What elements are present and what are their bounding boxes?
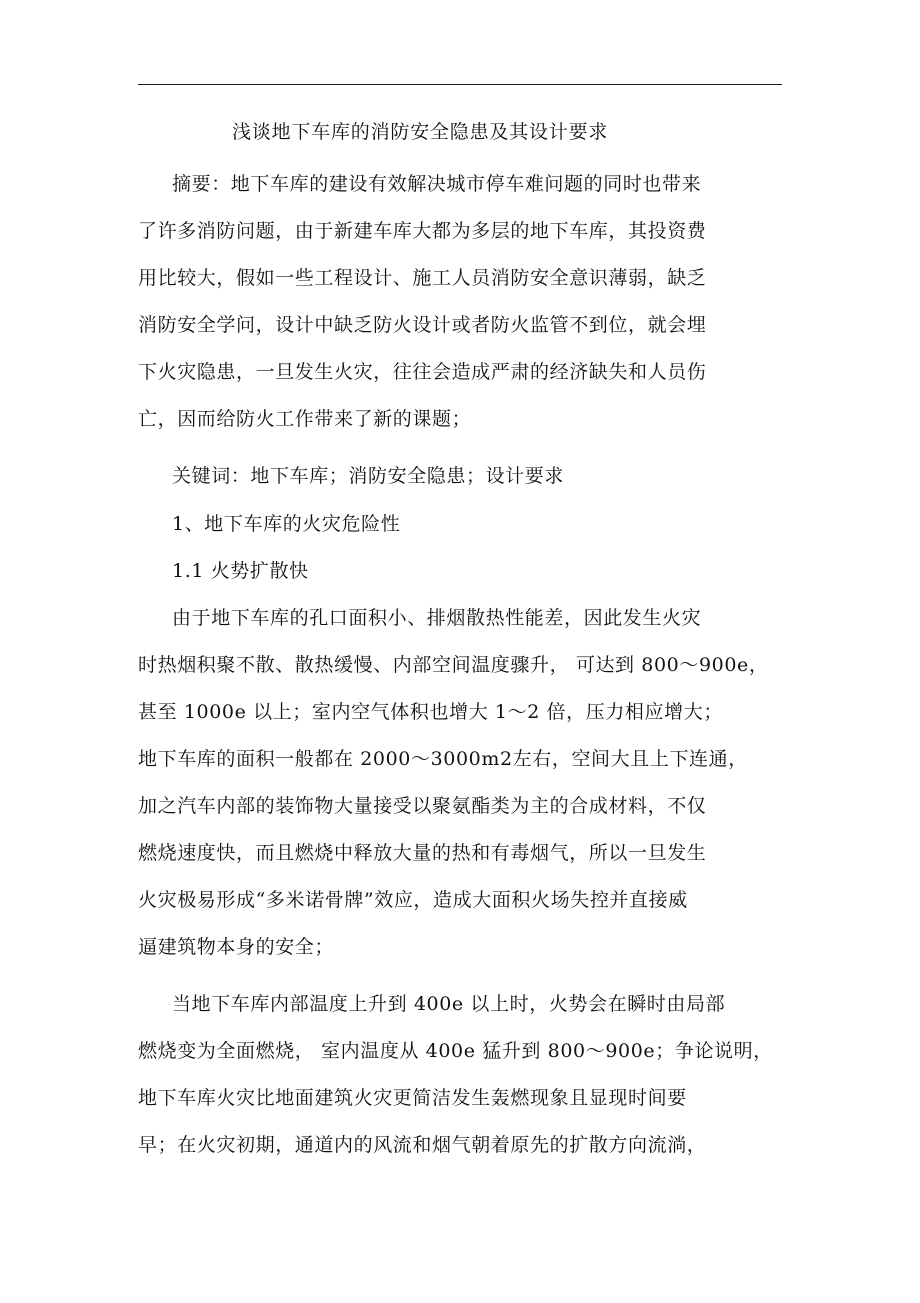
paragraph-line: 逼建筑物本身的安全； bbox=[138, 936, 335, 958]
paragraph-line: 甚至 1000e 以上；室内空气体积也增大 1～2 倍，压力相应增大； bbox=[138, 701, 723, 723]
paragraph-line: 火灾极易形成“多米诺骨牌”效应，造成大面积火场失控并直接威 bbox=[138, 889, 688, 911]
paragraph-line: 加之汽车内部的装饰物大量接受以聚氨酯类为主的合成材料，不仅 bbox=[138, 795, 707, 817]
paragraph-line: 当地下车库内部温度上升到 400e 以上时，火势会在瞬时由局部 bbox=[172, 993, 726, 1015]
abstract-line: 用比较大，假如一些工程设计、施工人员消防安全意识薄弱，缺乏 bbox=[138, 267, 707, 289]
paragraph-line: 由于地下车库的孔口面积小、排烟散热性能差，因此发生火灾 bbox=[172, 607, 702, 629]
paragraph-line: 地下车库火灾比地面建筑火灾更简洁发生轰燃现象且显现时间要 bbox=[138, 1087, 687, 1109]
abstract-line: 消防安全学问，设计中缺乏防火设计或者防火监管不到位，就会埋 bbox=[138, 314, 707, 336]
section-heading: 1、地下车库的火灾危险性 bbox=[172, 513, 401, 535]
page-title: 浅谈地下车库的消防安全隐患及其设计要求 bbox=[232, 121, 609, 143]
paragraph-line: 燃烧变为全面燃烧， 室内温度从 400e 猛升到 800～900e；争论说明， bbox=[138, 1040, 773, 1062]
keywords-line: 关键词：地下车库；消防安全隐患；设计要求 bbox=[172, 465, 565, 487]
abstract-line: 亡，因而给防火工作带来了新的课题； bbox=[138, 408, 472, 430]
abstract-line: 了许多消防问题，由于新建车库大都为多层的地下车库，其投资费 bbox=[138, 220, 707, 242]
paragraph-line: 地下车库的面积一般都在 2000～3000m2左右，空间大且上下连通， bbox=[138, 748, 748, 770]
subsection-heading: 1.1 火势扩散快 bbox=[172, 560, 309, 582]
header-rule bbox=[138, 84, 782, 85]
paragraph-line: 时热烟积聚不散、散热缓慢、内部空间温度骤升， 可达到 800～900e， bbox=[138, 654, 769, 676]
paragraph-line: 燃烧速度快，而且燃烧中释放大量的热和有毒烟气，所以一旦发生 bbox=[138, 842, 707, 864]
abstract-line: 下火灾隐患，一旦发生火灾，往往会造成严肃的经济缺失和人员伤 bbox=[138, 361, 707, 383]
abstract-line: 摘要：地下车库的建设有效解决城市停车难问题的同时也带来 bbox=[172, 173, 702, 195]
paragraph-line: 早；在火灾初期，通道内的风流和烟气朝着原先的扩散方向流淌， bbox=[138, 1134, 707, 1156]
